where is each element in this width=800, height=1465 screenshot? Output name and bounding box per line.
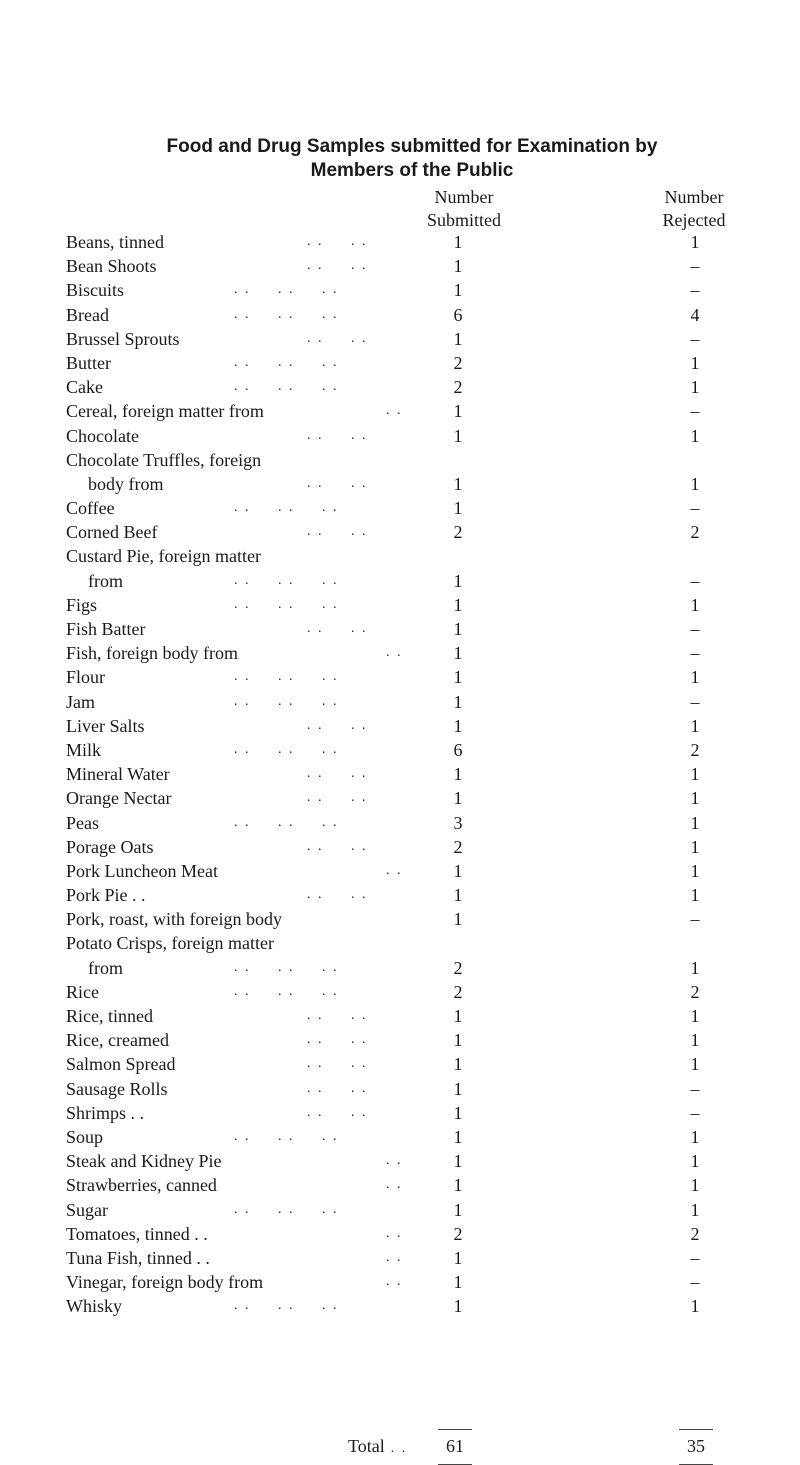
row-number-submitted: 1: [453, 909, 463, 930]
row-number-rejected: –: [690, 401, 700, 422]
table-row: [66, 1125, 746, 1149]
row-leader-dots: . . . . . .: [234, 814, 339, 830]
table-row: [66, 544, 746, 568]
table-row: [66, 327, 746, 351]
row-item-name: Liver Salts: [66, 715, 145, 736]
row-item-name: Flour: [66, 667, 106, 688]
row-number-rejected: –: [690, 328, 700, 349]
row-number-rejected: 1: [690, 1151, 700, 1172]
rule-above-total-rejected: [679, 1429, 713, 1430]
row-number-rejected: 1: [690, 812, 700, 833]
row-number-submitted: 1: [453, 1296, 463, 1317]
row-leader-dots: . . . . . .: [234, 959, 339, 975]
table-row: [66, 472, 746, 496]
total-label: [348, 1436, 407, 1457]
row-number-submitted: 2: [453, 957, 463, 978]
row-leader-dots: . . . . . .: [234, 306, 339, 322]
row-number-rejected: –: [690, 280, 700, 301]
table-row: [66, 786, 746, 810]
page-title: Food and Drug Samples submitted for Examination by: [166, 136, 658, 157]
row-number-submitted: 1: [453, 667, 463, 688]
table-row: [66, 496, 746, 520]
row-leader-dots: . . . .: [307, 524, 368, 540]
row-number-submitted: 1: [453, 1247, 463, 1268]
row-number-rejected: 1: [690, 232, 700, 252]
row-item-name: Fish Batter: [66, 619, 146, 639]
table-row: [66, 641, 746, 665]
row-item-name: Corned Beef: [66, 522, 158, 543]
row-leader-dots: . . . . . .: [234, 282, 339, 298]
table-row: [66, 1270, 746, 1294]
row-leader-dots: . .: [386, 1249, 403, 1265]
row-item-name: Bread: [66, 304, 109, 325]
row-item-name: Sugar: [66, 1199, 108, 1220]
row-number-submitted: 3: [453, 812, 463, 833]
table-row: [66, 1077, 746, 1101]
column-header-submitted-line2: Submitted: [426, 210, 501, 230]
row-item-name: Cake: [66, 377, 103, 398]
row-number-submitted: 1: [453, 619, 463, 639]
row-number-submitted: 1: [453, 498, 463, 519]
row-number-rejected: –: [690, 1102, 700, 1123]
table-row: [66, 980, 746, 1004]
row-number-submitted: 1: [453, 1030, 463, 1051]
table-row: [66, 278, 746, 302]
row-leader-dots: . .: [386, 862, 403, 878]
row-number-rejected: 2: [690, 981, 700, 1002]
row-number-submitted: 1: [453, 860, 463, 881]
row-number-submitted: 1: [453, 256, 463, 277]
row-item-name: Brussel Sprouts: [66, 328, 180, 349]
row-item-name: from: [88, 957, 123, 978]
row-leader-dots: . . . .: [307, 475, 368, 491]
row-item-name: Biscuits: [66, 280, 125, 301]
table-row: [66, 1294, 746, 1318]
row-leader-dots: . . . .: [307, 1008, 368, 1023]
row-item-name: Shrimps . .: [66, 1102, 145, 1123]
row-leader-dots: . .: [386, 1225, 403, 1241]
row-number-submitted: 1: [453, 328, 463, 349]
table-row: [66, 1004, 746, 1028]
table-row: [66, 835, 746, 859]
table-row: [66, 931, 746, 955]
table-row: [66, 399, 746, 423]
row-leader-dots: . . . . . .: [234, 379, 339, 395]
row-number-submitted: 2: [453, 377, 463, 398]
row-item-name: Soup: [66, 1126, 104, 1147]
row-number-rejected: 2: [690, 522, 700, 543]
table-row: [66, 520, 746, 544]
row-number-rejected: 1: [690, 667, 700, 688]
row-leader-dots: . . . . . .: [234, 1298, 339, 1314]
column-header-rejected: [614, 186, 774, 232]
row-number-rejected: 2: [690, 1223, 700, 1244]
table-row: [66, 859, 746, 883]
row-number-rejected: –: [690, 1078, 700, 1099]
row-number-rejected: 1: [690, 377, 700, 398]
row-number-submitted: 1: [453, 1199, 463, 1220]
row-number-submitted: 1: [453, 788, 463, 809]
row-item-name: Orange Nectar: [66, 788, 172, 809]
row-item-name: Chocolate: [66, 425, 139, 446]
row-leader-dots: . . . .: [307, 717, 368, 733]
row-number-submitted: 1: [453, 1175, 463, 1196]
row-leader-dots: . . . . . .: [234, 983, 339, 999]
column-header-submitted-line1: Number: [434, 187, 494, 207]
row-leader-dots: . . . .: [307, 621, 368, 636]
row-leader-dots: . . . . . .: [234, 572, 339, 588]
row-number-rejected: 1: [690, 860, 700, 881]
column-header-rejected-line1: Number: [664, 187, 724, 207]
row-number-rejected: –: [690, 643, 700, 664]
row-leader-dots: . .: [386, 1153, 403, 1169]
row-item-name: Beans, tinned: [66, 232, 164, 252]
row-item-name: body from: [88, 473, 164, 494]
row-number-rejected: –: [690, 1272, 700, 1293]
row-number-rejected: –: [690, 1247, 700, 1268]
row-item-name: Pork, roast, with foreign body: [66, 909, 282, 930]
row-item-name: Porage Oats: [66, 836, 154, 857]
row-number-submitted: 1: [453, 570, 463, 591]
row-item-name: Custard Pie, foreign matter: [66, 546, 261, 567]
table-row: [66, 1246, 746, 1270]
row-item-name: Potato Crisps, foreign matter: [66, 933, 274, 954]
row-number-submitted: 2: [453, 981, 463, 1002]
table-row: [66, 351, 746, 375]
row-item-name: Coffee: [66, 498, 115, 519]
row-number-rejected: 2: [690, 739, 700, 760]
row-number-rejected: 1: [690, 764, 700, 785]
row-number-rejected: 1: [690, 1126, 700, 1147]
row-number-submitted: 1: [453, 473, 463, 494]
row-item-name: Mineral Water: [66, 764, 170, 785]
row-number-submitted: 1: [453, 280, 463, 301]
row-leader-dots: . . . . . .: [234, 693, 339, 709]
row-item-name: Jam: [66, 691, 95, 712]
table-row: [66, 254, 746, 278]
row-leader-dots: . . . .: [307, 887, 368, 903]
row-item-name: Steak and Kidney Pie: [66, 1151, 222, 1172]
table-row: [66, 1101, 746, 1125]
row-number-submitted: 1: [453, 1102, 463, 1123]
row-number-rejected: –: [690, 498, 700, 519]
row-number-rejected: 1: [690, 1006, 700, 1026]
row-leader-dots: . . . . . .: [234, 1128, 339, 1144]
row-leader-dots: . . . .: [307, 234, 368, 249]
row-leader-dots: . . . .: [307, 1080, 368, 1096]
table-row: [66, 956, 746, 980]
row-number-submitted: 1: [453, 691, 463, 712]
row-number-rejected: 1: [690, 885, 700, 906]
row-leader-dots: . . . .: [307, 1056, 368, 1072]
table-row: [66, 907, 746, 931]
row-leader-dots: . . . .: [307, 790, 368, 806]
table-row: [66, 1198, 746, 1222]
row-number-rejected: 1: [690, 352, 700, 373]
row-number-rejected: 1: [690, 715, 700, 736]
table-row: [66, 375, 746, 399]
row-item-name: Pork Luncheon Meat: [66, 860, 218, 881]
row-leader-dots: . . . . . .: [234, 354, 339, 370]
row-number-rejected: –: [690, 909, 700, 930]
row-number-rejected: –: [690, 619, 700, 639]
samples-table: [66, 230, 746, 1318]
row-item-name: Chocolate Truffles, foreign: [66, 449, 262, 470]
row-number-submitted: 2: [453, 1223, 463, 1244]
row-item-name: Tomatoes, tinned . .: [66, 1223, 208, 1244]
row-leader-dots: . .: [386, 403, 403, 419]
table-row: [66, 593, 746, 617]
row-leader-dots: . . . .: [307, 1104, 368, 1120]
row-number-rejected: 1: [690, 836, 700, 857]
table-row: [66, 1222, 746, 1246]
table-row: [66, 811, 746, 835]
row-number-submitted: 1: [453, 401, 463, 422]
row-number-submitted: 1: [453, 764, 463, 785]
row-number-submitted: 1: [453, 1054, 463, 1075]
row-item-name: Tuna Fish, tinned . .: [66, 1247, 210, 1268]
row-item-name: Rice: [66, 981, 99, 1002]
table-row: [66, 883, 746, 907]
table-row: [66, 569, 746, 593]
row-item-name: Peas: [66, 812, 99, 833]
row-number-submitted: 1: [453, 232, 463, 252]
row-number-rejected: 1: [690, 957, 700, 978]
total-rejected: 35: [687, 1436, 705, 1456]
row-item-name: Salmon Spread: [66, 1054, 176, 1075]
row-leader-dots: . . . . . .: [234, 500, 339, 516]
row-number-submitted: 1: [453, 643, 463, 664]
table-row: [66, 690, 746, 714]
row-number-rejected: 1: [690, 1175, 700, 1196]
total-label-text: Total: [348, 1436, 385, 1456]
row-item-name: Rice, creamed: [66, 1030, 169, 1051]
row-number-submitted: 6: [453, 739, 463, 760]
row-number-submitted: 1: [453, 425, 463, 446]
row-number-submitted: 1: [453, 1151, 463, 1172]
row-number-rejected: 4: [690, 304, 700, 325]
row-item-name: Sausage Rolls: [66, 1078, 168, 1099]
row-item-name: Bean Shoots: [66, 256, 157, 277]
row-number-submitted: 1: [453, 1078, 463, 1099]
row-item-name: Fish, foreign body from: [66, 643, 238, 664]
row-number-rejected: 1: [690, 1199, 700, 1220]
row-number-submitted: 6: [453, 304, 463, 325]
row-leader-dots: . . . . . .: [234, 669, 339, 685]
row-item-name: Butter: [66, 352, 111, 373]
row-leader-dots: . . . . . .: [234, 1201, 339, 1217]
row-number-submitted: 1: [453, 1272, 463, 1293]
row-number-submitted: 2: [453, 522, 463, 543]
table-row: [66, 714, 746, 738]
row-number-submitted: 1: [453, 1126, 463, 1147]
row-leader-dots: . .: [386, 1177, 403, 1193]
row-leader-dots: . . . .: [307, 427, 368, 443]
row-number-rejected: 1: [690, 473, 700, 494]
table-row: [66, 230, 746, 254]
page-subtitle: Members of the Public: [310, 160, 514, 181]
row-leader-dots: . . . .: [307, 258, 368, 274]
row-item-name: Milk: [66, 739, 102, 760]
table-row: [66, 424, 746, 448]
row-number-rejected: 1: [690, 1054, 700, 1075]
row-number-rejected: –: [690, 256, 700, 277]
table-row: [66, 762, 746, 786]
row-number-rejected: 1: [690, 594, 700, 615]
row-number-submitted: 2: [453, 352, 463, 373]
row-item-name: Cereal, foreign matter from: [66, 401, 264, 422]
table-row: [66, 1052, 746, 1076]
row-item-name: Strawberries, canned: [66, 1175, 217, 1196]
table-row: [66, 738, 746, 762]
row-leader-dots: . . . .: [307, 838, 368, 854]
row-number-submitted: 1: [453, 885, 463, 906]
row-item-name: Whisky: [66, 1296, 122, 1317]
row-item-name: Figs: [66, 594, 98, 615]
table-row: [66, 617, 746, 641]
table-row: [66, 1149, 746, 1173]
table-row: [66, 1028, 746, 1052]
row-item-name: Vinegar, foreign body from: [66, 1272, 264, 1293]
column-header-submitted: [384, 186, 544, 232]
row-number-rejected: 1: [690, 1030, 700, 1051]
row-leader-dots: . . . .: [307, 766, 368, 782]
row-item-name: Pork Pie . .: [66, 885, 146, 906]
row-number-submitted: 2: [453, 836, 463, 857]
row-leader-dots: . . . . . .: [234, 596, 339, 612]
row-leader-dots: . . . . . .: [234, 741, 339, 757]
rule-above-total-submitted: [438, 1429, 472, 1430]
table-row: [66, 448, 746, 472]
row-number-rejected: –: [690, 570, 700, 591]
total-leader-dots: . .: [390, 1441, 408, 1456]
total-submitted: 61: [446, 1436, 464, 1456]
row-number-submitted: 1: [453, 715, 463, 736]
row-number-submitted: 1: [453, 1006, 463, 1026]
row-leader-dots: . .: [386, 645, 403, 661]
row-number-rejected: 1: [690, 425, 700, 446]
row-leader-dots: . . . .: [307, 1032, 368, 1048]
column-header-rejected-line2: Rejected: [662, 210, 726, 230]
row-number-rejected: 1: [690, 788, 700, 809]
row-leader-dots: . .: [386, 1274, 403, 1290]
row-item-name: Rice, tinned: [66, 1006, 153, 1026]
table-row: [66, 303, 746, 327]
row-item-name: from: [88, 570, 123, 591]
row-number-rejected: –: [690, 691, 700, 712]
table-row: [66, 1173, 746, 1197]
table-row: [66, 665, 746, 689]
row-number-submitted: 1: [453, 594, 463, 615]
row-number-rejected: 1: [690, 1296, 700, 1317]
row-leader-dots: . . . .: [307, 330, 368, 346]
